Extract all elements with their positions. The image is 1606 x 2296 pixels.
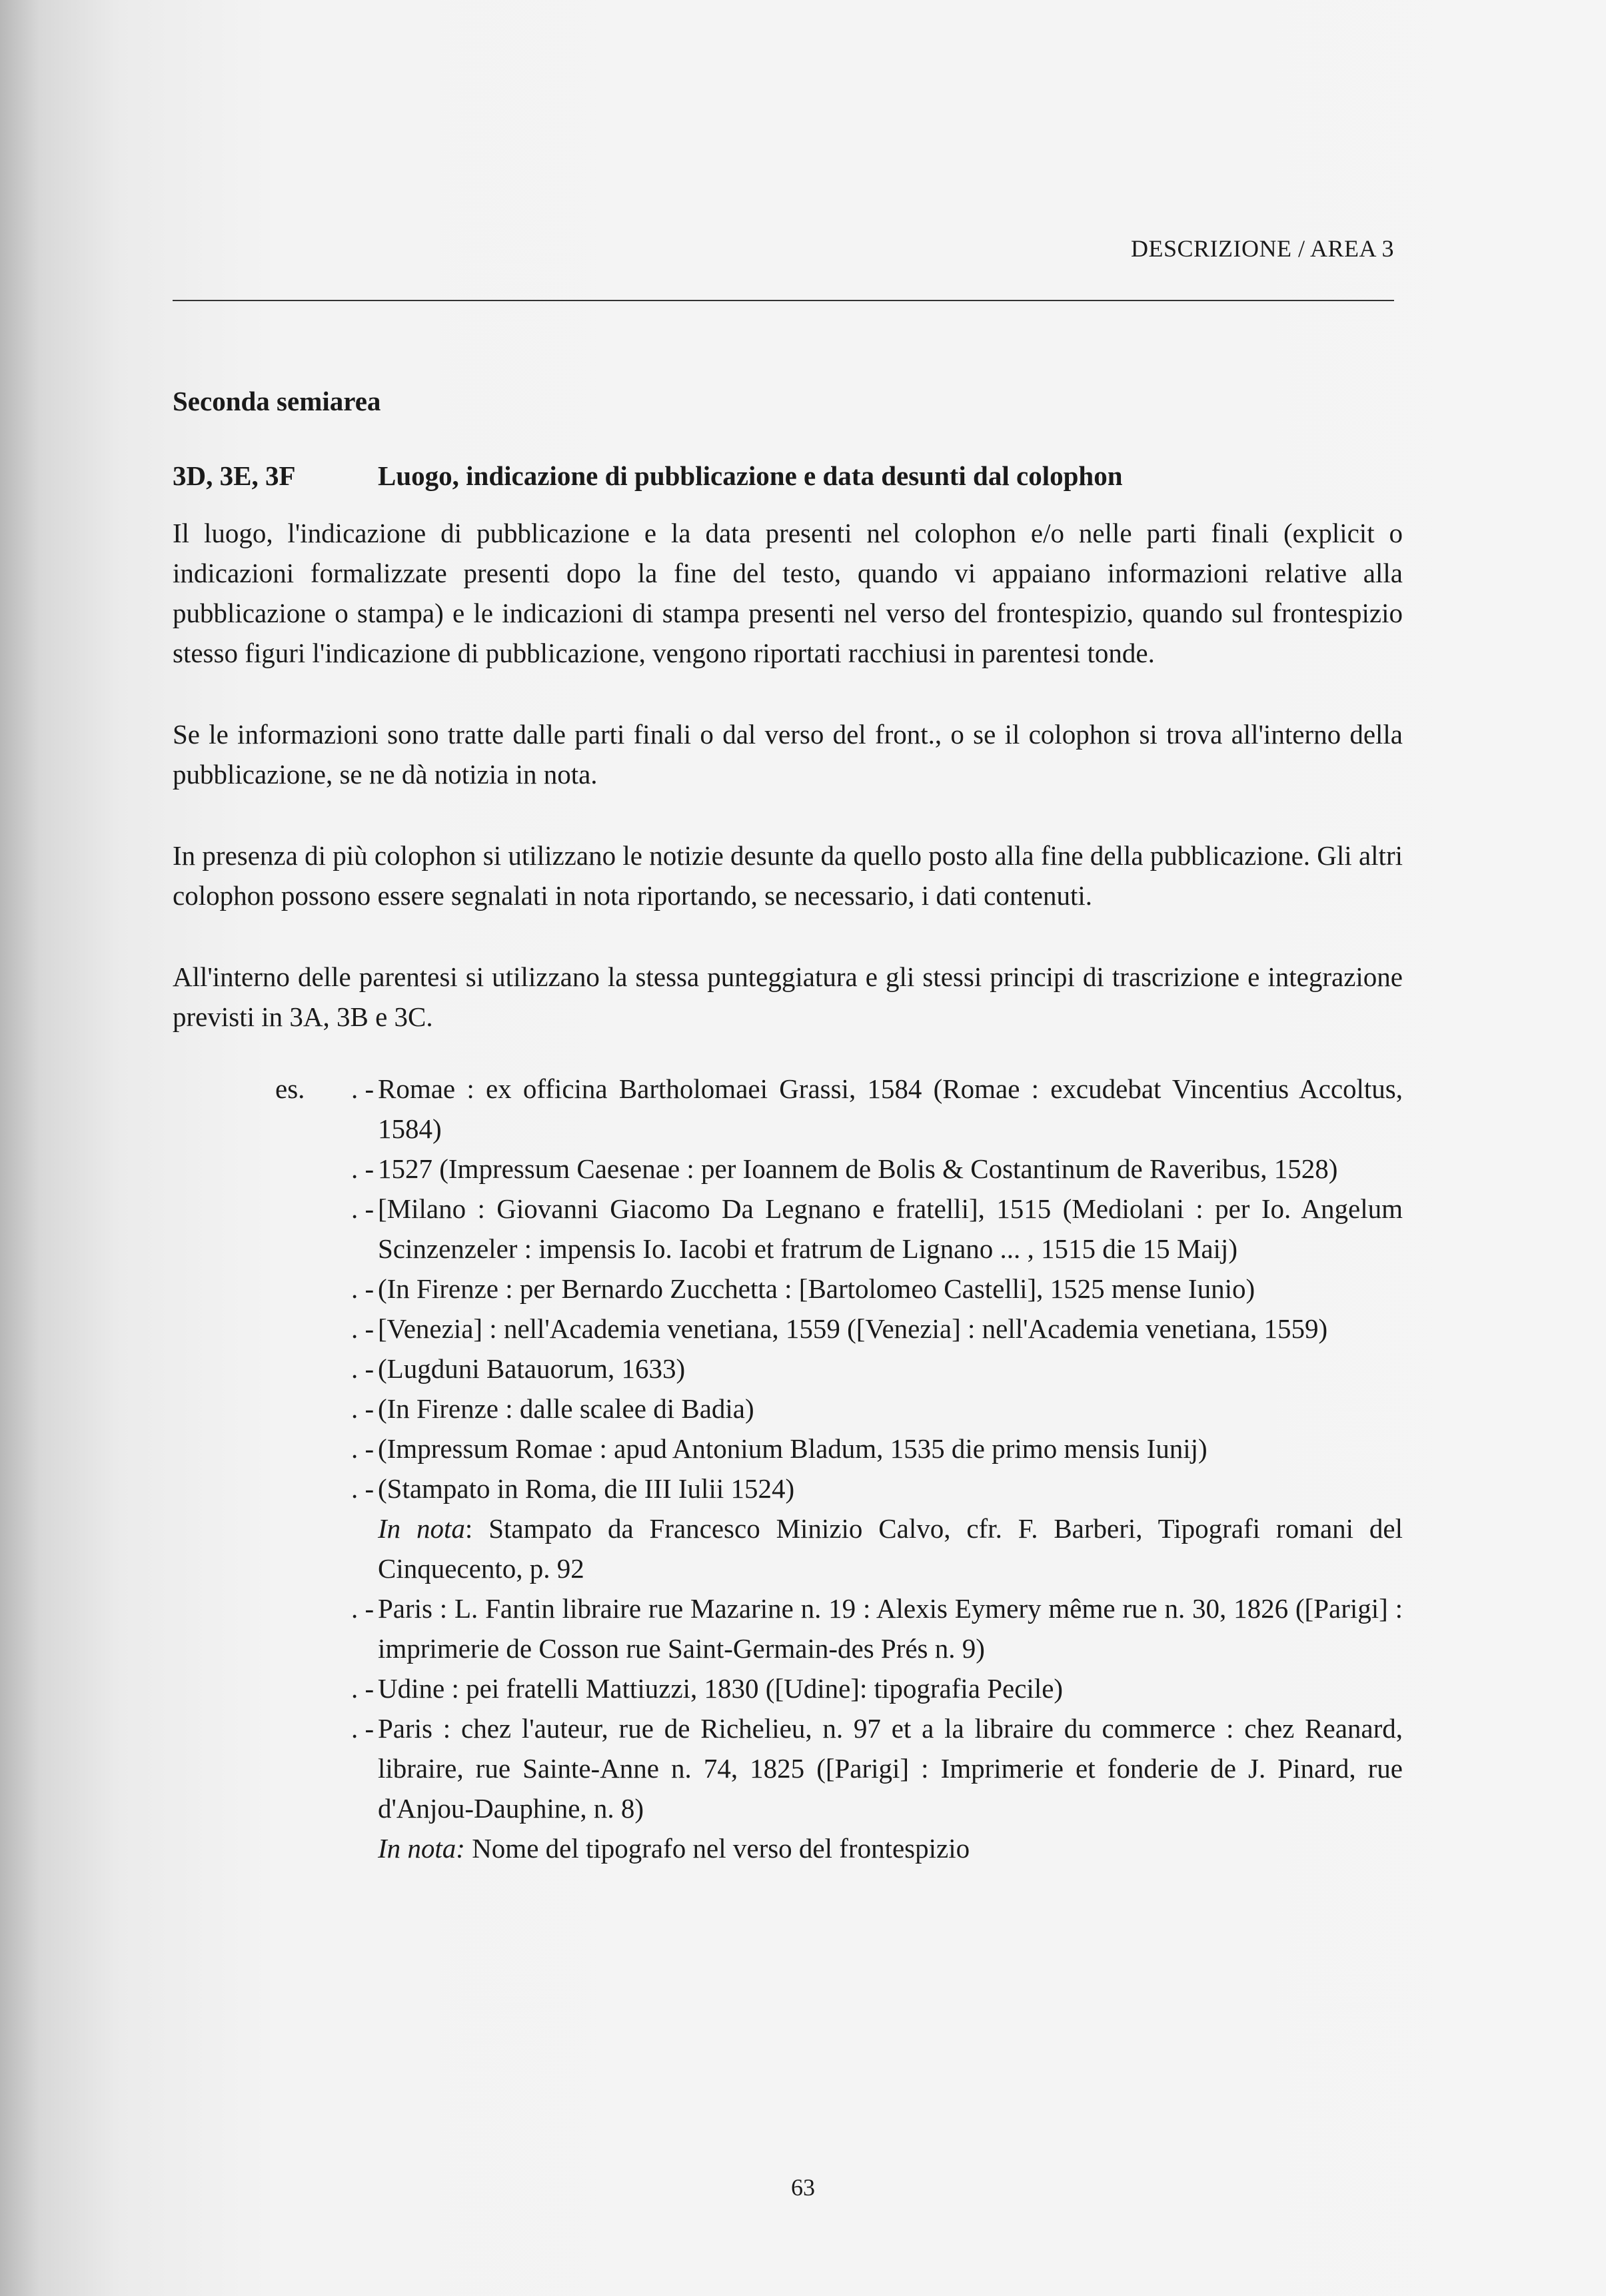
example-entry (351, 1668, 1403, 1708)
entry-text: [Venezia] : nell'Academia venetiana, 1559 ([Venezia] : nell'Academia venetiana, 1559) (378, 1313, 1328, 1344)
examples-label: es. (275, 1073, 305, 1104)
header-rule (173, 300, 1394, 301)
example-entry (351, 1349, 1403, 1389)
entry-text: [Milano : Giovanni Giacomo Da Legnano e fratelli], 1515 (Mediolani : per Io. Angelum Scinzenzeler : impensis Io. Iacobi et fratrum de Lignano ... , 1515 die 15 Maij) (378, 1193, 1403, 1264)
entry-dash: . - (351, 1713, 375, 1744)
entry-dash: . - (351, 1593, 375, 1624)
example-note (378, 1508, 1410, 1588)
example-entry (351, 1189, 1403, 1269)
entry-text: Romae : ex officina Bartholomaei Grassi, 1584 (Romae : excudebat Vincentius Accoltus, 1584) (378, 1073, 1403, 1144)
note-label: In nota: (378, 1833, 465, 1864)
examples-block (173, 1069, 1410, 1868)
entry-dash: . - (351, 1393, 375, 1424)
running-header: DESCRIZIONE / AREA 3 (1130, 235, 1394, 262)
example-entry (351, 1429, 1403, 1468)
example-entry (351, 1309, 1403, 1349)
entry-dash: . - (351, 1673, 375, 1704)
example-entry (351, 1149, 1403, 1189)
example-entry (351, 1389, 1403, 1429)
entry-text: Paris : L. Fantin libraire rue Mazarine n. 19 : Alexis Eymery même rue n. 30, 1826 ([Parigi] : imprimerie de Cosson rue Saint-Germain-des Prés n. 9) (378, 1593, 1403, 1664)
entry-dash: . - (351, 1353, 375, 1384)
examples-list (351, 1069, 1410, 1868)
example-entry (351, 1468, 1403, 1508)
example-entry (351, 1069, 1403, 1149)
entry-text: (Stampato in Roma, die III Iulii 1524) (378, 1473, 795, 1504)
example-entry (351, 1708, 1403, 1828)
paragraph: All'interno delle parentesi si utilizzano la stessa punteggiatura e gli stessi principi di trascrizione e integrazione previsti in 3A, 3B e 3C. (173, 961, 1403, 1032)
entry-dash: . - (351, 1313, 375, 1344)
example-entry (351, 1588, 1403, 1668)
semiarea-title: Seconda semiarea (173, 386, 381, 416)
note-separator: : (464, 1513, 473, 1544)
entry-dash: . - (351, 1073, 375, 1104)
entry-text: (Impressum Romae : apud Antonium Bladum, 1535 die primo mensis Iunij) (378, 1433, 1207, 1464)
page-content (173, 381, 1410, 1868)
entry-text: (In Firenze : dalle scalee di Badia) (378, 1393, 754, 1424)
note-text: Stampato da Francesco Minizio Calvo, cfr. F. Barberi, Tipografi romani del Cinquecento, p. 92 (378, 1513, 1410, 1584)
section-heading (173, 456, 1403, 496)
paragraph: In presenza di più colophon si utilizzano le notizie desunte da quello posto alla fine della pubblicazione. Gli altri colophon possono essere segnalati in nota riportando, se necessario, i dati contenuti. (173, 840, 1403, 911)
entry-text: 1527 (Impressum Caesenae : per Ioannem de Bolis & Costantinum de Raveribus, 1528) (378, 1153, 1338, 1184)
note-text: Nome del tipografo nel verso del frontespizio (464, 1833, 970, 1864)
paragraph: Il luogo, l'indicazione di pubblicazione e la data presenti nel colophon e/o nelle parti finali (explicit o indicazioni formalizzate presenti dopo la fine del testo, quando vi appaiano informazioni relative alla pubblicazione o stampa) e le indicazioni di stampa presenti nel verso del frontespizio, quando sul frontespizio stesso figuri l'indicazione di pubblicazione, vengono riportati racchiusi in parentesi tonde. (173, 518, 1403, 668)
entry-text: Paris : chez l'auteur, rue de Richelieu, n. 97 et a la libraire du commerce : chez Reanard, libraire, rue Sainte-Anne n. 74, 1825 ([Parigi] : Imprimerie et fonderie de J. Pinard, rue d'Anjou-Dauphine, n. 8) (378, 1713, 1403, 1824)
example-entry (351, 1269, 1403, 1309)
paragraph: Se le informazioni sono tratte dalle parti finali o dal verso del front., o se il colophon si trova all'interno della pubblicazione, se ne dà notizia in nota. (173, 719, 1403, 790)
entry-text: (In Firenze : per Bernardo Zucchetta : [Bartolomeo Castelli], 1525 mense Iunio) (378, 1273, 1255, 1304)
entry-text: (Lugduni Batauorum, 1633) (378, 1353, 686, 1384)
entry-dash: . - (351, 1433, 375, 1464)
example-note (378, 1828, 1403, 1868)
entry-dash: . - (351, 1193, 375, 1224)
entry-text: Udine : pei fratelli Mattiuzzi, 1830 ([Udine]: tipografia Pecile) (378, 1673, 1064, 1704)
section-title: Luogo, indicazione di pubblicazione e data desunti dal colophon (378, 460, 1123, 491)
entry-dash: . - (351, 1273, 375, 1304)
note-label: In nota (378, 1513, 465, 1544)
page-number: 63 (791, 2174, 815, 2201)
entry-dash: . - (351, 1473, 375, 1504)
entry-dash: . - (351, 1153, 375, 1184)
section-code: 3D, 3E, 3F (173, 460, 296, 491)
